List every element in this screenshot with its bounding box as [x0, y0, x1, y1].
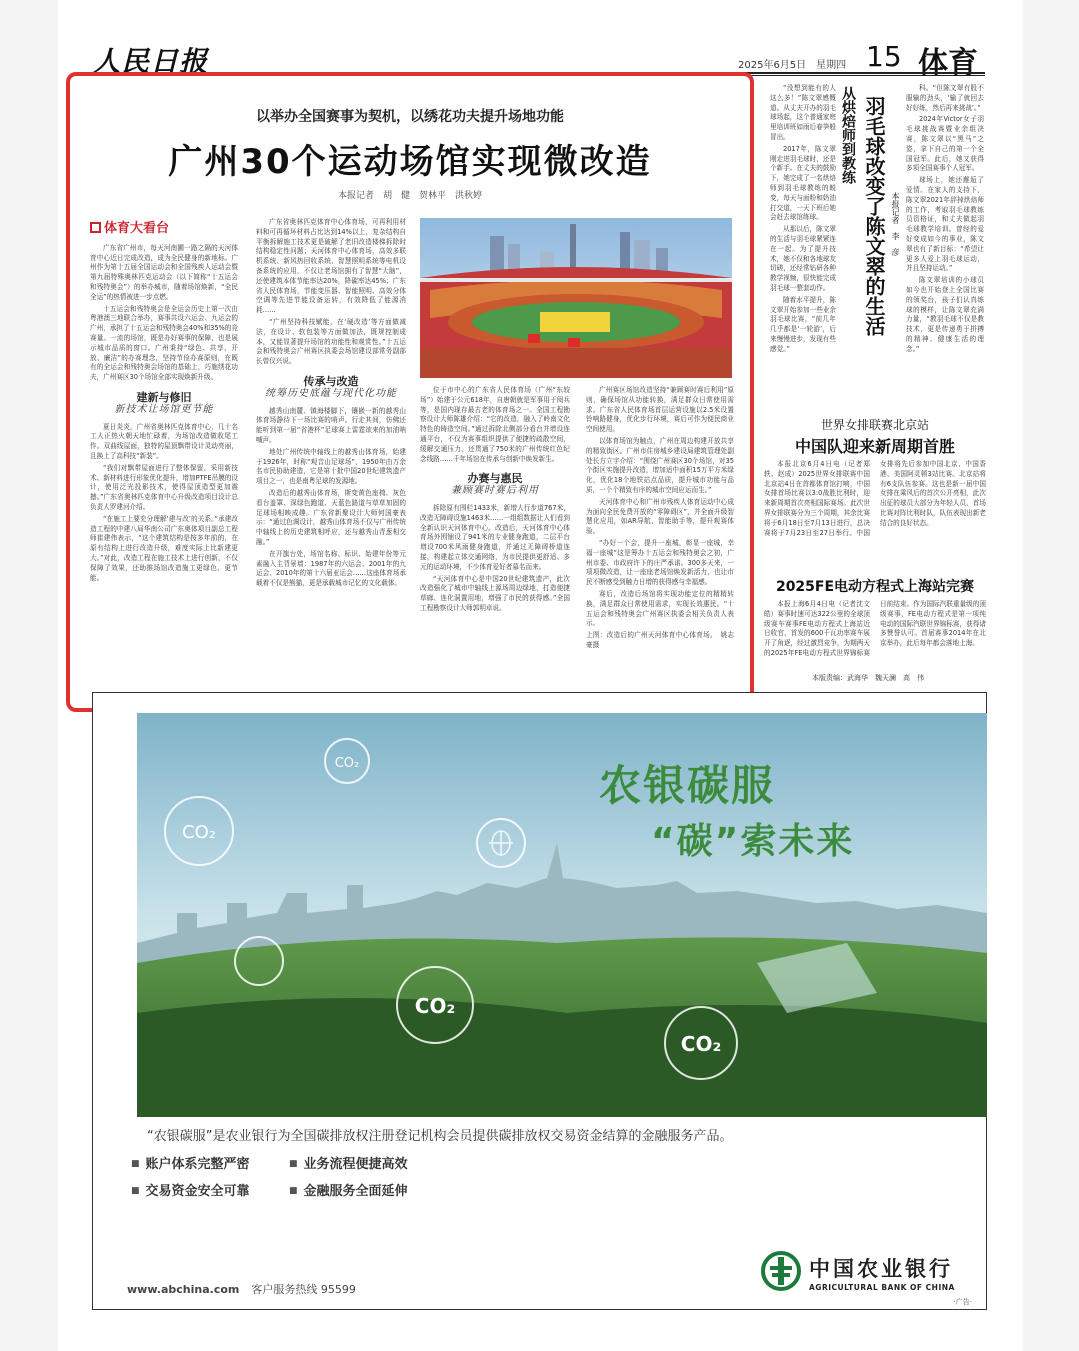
newspaper-logo: 人民日报 — [92, 45, 209, 78]
news1-body — [764, 460, 986, 560]
news1-kicker: 世界女排联赛北京站 — [820, 418, 929, 432]
article-column-3 — [420, 386, 570, 616]
stadium-photo — [420, 218, 732, 378]
paragraph: 地处广州传统中轴线上的越秀山体育场，始建于1926年，时称“观音山足球场”，1950年由万余名市民协助建造，它是第十批中国20世纪建筑遗产项目之一，也是南粤足球的发源地。 — [256, 447, 406, 486]
right-story-byline: 本报记者 李 彦 — [891, 192, 900, 256]
ad-feature: ■ 业务流程便捷高效 — [289, 1153, 408, 1172]
ad-description: “农银碳服”是农业银行为全国碳排放权注册登记机构会员提供碳排放权交易资金结算的金融服务产品。 — [147, 1129, 733, 1144]
bank-name-en: AGRICULTURAL BANK OF CHINA — [809, 1283, 955, 1292]
ad-contact — [127, 1281, 356, 1297]
paragraph: 本报上海6月4日电（记者沈文皓）赛事时速可达322公里的全球顶级赛车赛事FE电动方程式上海站近日收官，首发的600千瓦功率赛车展开了角逐，经过激烈竞争，为期两天的2025年FE电动方程式世界锦标赛日前结束。作为国际汽联重量级的顶级赛事，FE电动方程式是第一项纯电动的国际汽联世界锦标赛，获得诸多赞誉认可。首届赛事2014年在北京举办，此后每年都会落地上海。 — [764, 600, 986, 657]
article-byline: 本报记者 胡 健 贺林平 洪秋婷 — [337, 191, 482, 201]
paragraph: “没想到能有的人这么多！”陈文翠感慨道。从丈夫开办的羽毛球场起，这个普通家庭里培训班如雨后春笋般冒出。 — [770, 84, 836, 141]
paragraph: 随着水平提升，陈文翠开始参加一些业余羽毛球比赛，“前几年几乎都是‘一轮游’，后来慢慢进步，发现有些感觉。” — [770, 295, 836, 353]
paragraph: 科。“但陈文翠有股不服输的劲头，‘输了就回去好好练，然后再来挑战’。” — [906, 84, 984, 112]
ad-city-image — [137, 713, 987, 1117]
paragraph: 本报北京6月4日电（记者郑轶、赵成）2025世界女排联赛中国北京站4日在首都体育馆打响，中国女排首场比赛以3:0战胜比利时，迎来新周期首次亮相国际赛场。此次世界女排联赛分为三个周期，其余比赛将于6月18日至7月13日进行，总决赛将于7月23日至27日举行。中国女排将先后参加中国北京、中国香港、美国阿灵顿3站比赛。北京站将有6支队伍参赛。这也是新一届中国女排在乘风后的首次公开亮相，此次出征的球员大部分为年轻人员，首场比赛对阵比利时队，队伍表现出新老结合的良好状态。 — [764, 460, 986, 537]
column-tag: 体育大看台 — [90, 222, 238, 234]
right-story-deck: 从烘焙师到教练 — [840, 86, 856, 184]
paragraph: 越秀山南麓、镇海楼脚下，镶嵌一新的越秀山体育场静待下一场比赛的哨声。行走其间，仿佛还能听到第一届“省港杯”足球赛上雷霆欲来的加油呐喊声。 — [256, 406, 406, 444]
paragraph: “广州坚持科技赋能，在‘硬改造’等方面做减法，在设计、软包装等方面做加法，既规控制成本，又能显著提升场馆的功能性和观赏性。”十五运会和残特奥会广州赛区执委会场馆建设部常务副部长曾仅兴说。 — [256, 317, 406, 366]
paragraph: 十五运会和残特奥会是全运会历史上第一次由粤港澳三地联合举办，赛事共设六运会、九运会的广州，承担了十五运会和残特奥会40%和35%的竞赛量。一流的场馆，既是办好赛事的保障，也是展示城市品质的窗口。广州秉持“绿色、共享、开放、廉洁”的办赛理念，坚持节俭办赛原则，在既有的全运会和残特奥会场馆的基础上，巧施绣花功夫，广州赛区30个场馆全部实现焕新升级。 — [90, 304, 238, 382]
article-headline: 广州30个运动场馆实现微改造 — [168, 142, 652, 182]
paragraph: “在施工上要充分理解‘建与改’的关系。”承建改造工程的中建八局华南公司广东奥体项目副总工程师崔建伟表示，“这个建筑结构是按多年前的，在原有结构上进行改造升级，难度实际上比新建更大。”对此，改造工程在施工技术上进行创新，不仅保障了效果，还助推场馆改造施工更绿色、更节能。 — [90, 514, 238, 582]
stadium-illustration — [420, 218, 732, 378]
issue-date: 2025年6月5日 星期四 — [738, 60, 847, 71]
paragraph: 拆除原有围栏1433米，新增人行步道767米，改造无障碍设施1463米……一组组数据让人们看到全新认识天河体育中心。改造后，天河体育中心体育场外围铺设了941米的专业健身跑道，二层平台增设700米风雨健身跑道，并通过无障碍桥道连接，构建起立体交通网络，为市民提供更舒适、多元的运动环境，不少体育爱好者慕名而来。 — [420, 503, 570, 571]
co2-label: CO₂ — [680, 1032, 722, 1056]
right-story-col-a — [770, 84, 836, 389]
paragraph: 广东省奥林匹克体育中心体育场，可再利用材料和可再循环材料占比达到14%以上，复杂结构自平衡拆解施工技术更是破解了老旧改造楼梯拆除时结构稳定性问题；天河体育中心体育场，高效多联机系统、新风热回收系统、智慧照明系统等电机设备系统的应用，不仅让老场馆拥有了智慧“大脑”，还使建筑本体节能率达20%，降碳率达45%；广东省人民体育场，节能变压器、智能照明、高效分体空调等先进节能设备运转，有效降低了能源消耗…… — [256, 218, 406, 315]
news1-title: 中国队迎来新周期首胜 — [794, 437, 955, 456]
paragraph: 在开旗台处，场馆名称、标识、始建年份等元素融入主背景墙：1987年的六运会、2001年的九运会、2010年的第十六届亚运会……这座体育场承载着不仅是熊猫，更是承载城市记忆的文化载体。 — [256, 549, 406, 588]
abc-logo-icon — [761, 1251, 801, 1291]
photo-caption: 上图：改造后的广州天河体育中心体育场。 姚志豪摄 — [586, 631, 734, 649]
paragraph: 改造后的越秀山体育场，斯变黄色座椅、灰色看台盖罩、深绿色跑道、天蓝色路道与草草加固的足球场相映成趣。广东省新聚设计大师何国豪表示：“通过色调设计，越秀山体育场不仅与广州传统中轴线上的历史建筑相呼应，还与越秀山青葱相交融。” — [256, 488, 406, 546]
paragraph: 广州赛区场馆改造坚持“兼顾赛时赛后利用”原则，确保场馆从功能转换，满足群众日常使用需求。广东省人民体育场首层运营设施以2.5米设置铃响路健身，优化步行环境，赛后可作为便民商业空间使用。 — [586, 386, 734, 434]
paragraph: 以体育场馆为触点，广州在周边构建开放共享的精致街区。广州市住房城乡建设局建筑管理处副处长方立宇介绍：“围绕广州赛区30个场馆，对35个街区实施提升改造，增加适中面积15万平方米绿化，优化18个地铁站点品质，提升城市功能与品质，一个个精致有序的城市空间应运而生。” — [586, 436, 734, 494]
article-kicker: 以举办全国赛事为契机，以绣花功夫提升场地功能 — [256, 109, 564, 125]
bank-advertisement[interactable] — [92, 692, 987, 1310]
paragraph: “天河体育中心是中国20世纪建筑遗产，此次改造强化了城市中轴线上源场周边绿地，打造便捷草廊、连化洞置用地，增强了市民的获得感。”全国工程勘察设计大师郭明卓说。 — [420, 574, 570, 612]
column-tag-mark-icon — [90, 222, 101, 233]
subhead-2: 传承与改造 — [303, 374, 359, 388]
subhead-3-deck: 兼顾赛时赛后利用 — [451, 485, 539, 497]
subhead-2-deck: 统筹历史底蕴与现代化功能 — [265, 387, 397, 399]
ad-feature: ■ 交易资金安全可靠 — [131, 1180, 250, 1199]
paragraph: 位于市中心的广东省人民体育场（广州“东较场”）始建于公元618年，自唐朝就是军事用于阅兵等，是国内现存最古老的体育场之一。全国工程勘察设计大师陈雄介绍：“它的改造，融入了岭南文化特色的铸造空间。”通过拆除北侧部分看台并增设连通平台，不仅为赛事组织提供了便捷的疏散空间，缓解交通压力，还贯通了750米的广州传统红色纪念线路……千年场馆在传承与创新中焕发新生。 — [420, 386, 570, 463]
photo-credit: 姚志豪摄 — [586, 631, 734, 649]
paragraph: 夏日炎炎，广州省奥林匹克体育中心，几十名工人正热火朝天地忙碌着，为场馆改造做收尾工作。双曲线屋面，独特的屋顶飘带设计灵动亮丽，且换上了高科技“新装”。 — [90, 422, 238, 460]
co2-label: CO₂ — [334, 756, 360, 771]
ad-website[interactable]: www.abchina.com — [127, 1283, 240, 1296]
right-story-title: 羽毛球改变了陈文翠的生活 — [862, 96, 886, 336]
ad-title: 农银碳服 — [599, 761, 776, 810]
news2-title: 2025FE电动方程式上海站完赛 — [775, 579, 975, 595]
paragraph: “办好一个会，提升一座城，彰显一座城，幸福一座城”这是筹办十五运会和残特奥会之初，广州市委、市政府许下的庄严承诺。300多天来，一项项微改造，让一座座老场馆焕发新活力，也让市民不断感受到触力日增的获得感与幸福感。 — [586, 538, 734, 587]
paragraph: 2024年Victor女子羽毛球挑战赛暨业余组决赛，陈文翠以“黑马”之姿，拿下自己的第一个全国冠军。此后，她又获得多项全国赛事个人冠军。 — [906, 115, 984, 173]
main-article-frame[interactable] — [66, 72, 754, 712]
article-column-1 — [90, 216, 238, 585]
paragraph: 球场上，她还邂逅了爱情。在家人的支持下，陈文翠2021年辞掉烘焙师的工作，考取羽毛球教练员资格证，和丈夫做起羽毛球教学培训。曾经的爱好变成如今的事业，陈文翠也有了新目标：“希望让更多人爱上羽毛球运动，并且坚持运动。” — [906, 176, 984, 273]
paragraph: 天河体育中心和广州市残疾人体育运动中心成为面向全民免费开放的“零障碍区”，并全面升级智慧化应用，如AR导航、智能助手等，提升观赛体验。 — [586, 497, 734, 536]
page-number: 15 — [866, 40, 902, 73]
co2-label: CO₂ — [414, 994, 456, 1018]
subhead-1-deck: 新技术让场馆更节能 — [114, 403, 214, 415]
ad-city-illustration — [137, 713, 987, 1117]
co2-label: CO₂ — [182, 822, 216, 843]
paragraph: 2017年，陈文翠刚走进羽毛球时，还是个新手。在丈夫的鼓励下，她完成了一名烘焙师到羽毛球教练的蜕变，每天与面粉和奶油打交道，一天下班后她会赶去球馆练球。 — [770, 144, 836, 222]
paragraph: “我们对飘带屋面进行了整体保留，采用新技术、新材料进行形象优化提升，增加PTFE吊膜的设计，使用泛光投影技术，使得屋顶造型更加震撼。”广东省奥林匹克体育中心升级改造项目设计总负责人罗建河介绍。 — [90, 463, 238, 511]
ad-hotline: 客户服务热线 95599 — [251, 1283, 356, 1296]
news2-body — [764, 600, 986, 666]
subhead-1: 建新与修旧 — [136, 390, 192, 404]
right-story-col-b — [906, 84, 984, 394]
ad-feature: ■ 金融服务全面延伸 — [289, 1180, 408, 1199]
bank-name: 中国农业银行 — [809, 1257, 953, 1281]
ad-subtitle: “碳”索未来 — [651, 821, 855, 862]
paragraph: 陈文翠培训的小球员如今也开始登上全国比赛的领奖台，孩子们认真练球的模样，让陈文翠充满力量，“教羽毛球不仅是教技术，更是传递勇于拼搏的精神、健康生活的理念。” — [906, 276, 984, 353]
ad-tag: ·广告· — [953, 1298, 972, 1306]
article-column-4 — [586, 386, 734, 653]
subhead-3: 办赛与惠民 — [467, 472, 523, 486]
editors-line: 本版责编：武海华 魏天澜 高 伟 — [812, 674, 924, 682]
paragraph: 赛后，改造后场馆将实现功能定位的精精转换，满足群众日常使用需求，实现长效惠民。“十五运会和残特奥会广州赛区执委会相关负责人表示。 — [586, 589, 734, 628]
paragraph: 从那以后，陈文翠的生活与羽毛球紧紧连在一起。为了提升技术，她不仅和各地球友切磋，还经常钻研各种教学视频，很快能完成羽毛球一整套动作。 — [770, 225, 836, 292]
article-column-2 — [256, 218, 406, 591]
ad-feature: ■ 账户体系完整严密 — [131, 1153, 250, 1172]
section-title: 体育 — [918, 46, 978, 81]
paragraph: 广东省广州市，每天河南圃一路之隔的天河体育中心近日完成改造，成为全民健身的新地标。广州作为第十五届全国运动会和全国残疾人运动会暨第九届特殊奥林匹克运动会（以下简称“十五运会和残特奥会”）的举办城市，随着场馆焕新，“全民全运”的热情被进一步点燃。 — [90, 243, 238, 301]
